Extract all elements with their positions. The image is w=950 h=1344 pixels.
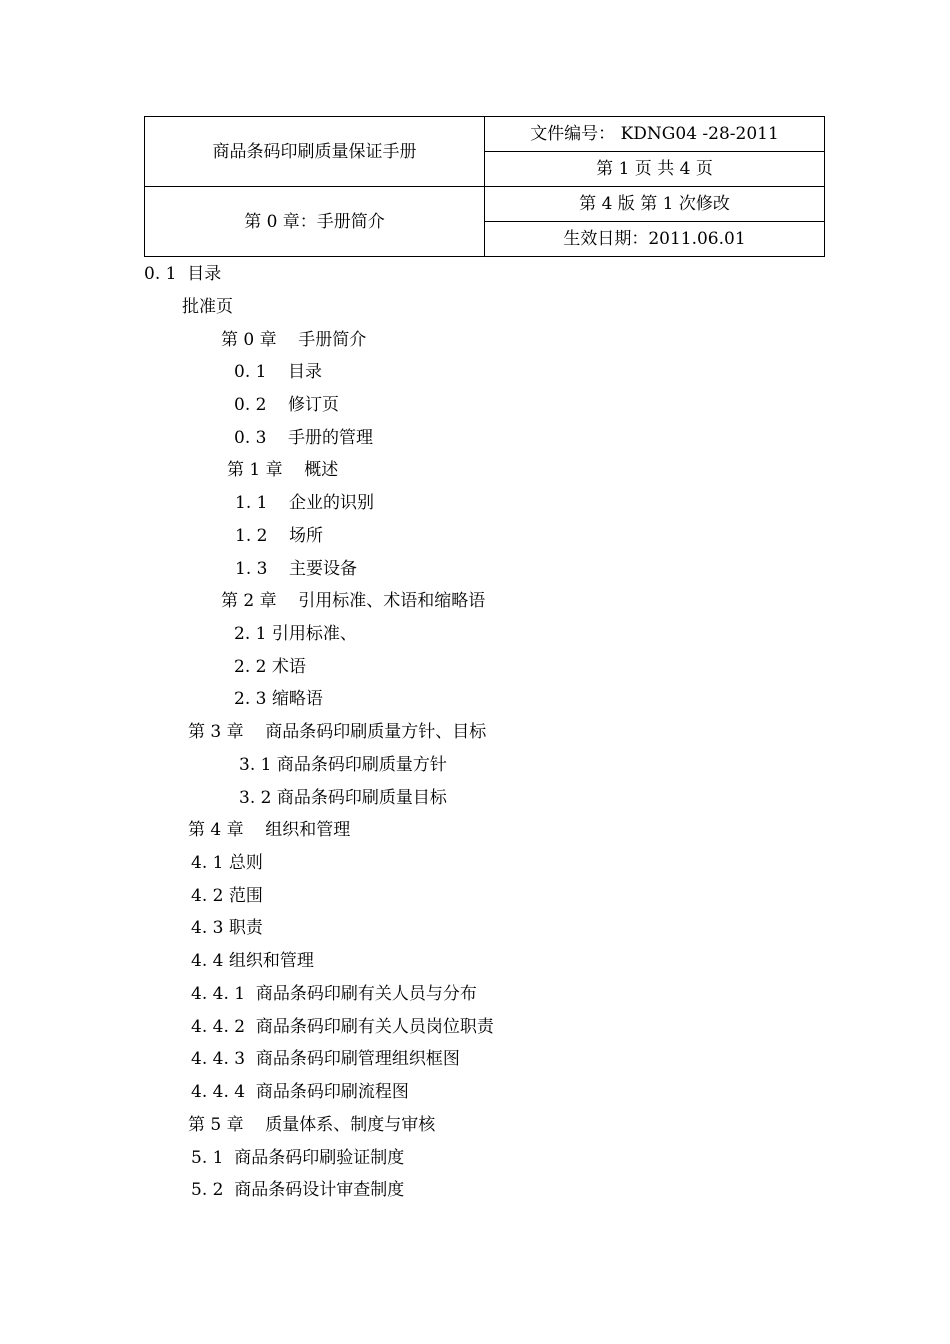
toc-item: 2. 3 缩略语 (234, 689, 323, 709)
toc-item: 5. 2 商品条码设计审查制度 (191, 1180, 405, 1200)
toc-item: 5. 1 商品条码印刷验证制度 (191, 1148, 405, 1168)
toc-item: 第 0 章 手册简介 (221, 330, 367, 350)
toc-item: 批准页 (182, 297, 233, 317)
toc-item: 1. 2 场所 (235, 526, 324, 546)
doc-number: 文件编号： KDNG04 -28-2011 (485, 117, 825, 152)
toc-item: 第 2 章 引用标准、术语和缩略语 (221, 591, 486, 611)
effective-date: 生效日期：2011.06.01 (485, 222, 825, 257)
toc-item: 4. 4 组织和管理 (191, 951, 314, 971)
toc-item: 1. 1 企业的识别 (235, 493, 375, 513)
toc-item: 4. 2 范围 (191, 886, 263, 906)
toc-item: 4. 4. 3 商品条码印刷管理组织框图 (191, 1049, 460, 1069)
toc-item: 0. 1 目录 (234, 362, 323, 382)
manual-title: 商品条码印刷质量保证手册 (145, 117, 485, 187)
chapter-title: 第 0 章：手册简介 (145, 187, 485, 257)
toc-item: 2. 1 引用标准、 (234, 624, 357, 644)
toc-item: 4. 4. 4 商品条码印刷流程图 (191, 1082, 409, 1102)
toc-item: 4. 4. 1 商品条码印刷有关人员与分布 (191, 984, 477, 1004)
toc-heading: 0. 1 目录 (144, 264, 222, 284)
toc-item: 第 3 章 商品条码印刷质量方针、目标 (188, 722, 487, 742)
toc-item: 4. 4. 2 商品条码印刷有关人员岗位职责 (191, 1017, 494, 1037)
toc-item: 第 1 章 概述 (227, 460, 339, 480)
toc-item: 1. 3 主要设备 (235, 559, 358, 579)
toc-item: 4. 3 职责 (191, 918, 263, 938)
document-header-table (144, 116, 825, 257)
page-info: 第 1 页 共 4 页 (485, 152, 825, 187)
toc-item: 2. 2 术语 (234, 657, 306, 677)
toc-item: 第 4 章 组织和管理 (188, 820, 351, 840)
toc-item: 第 5 章 质量体系、制度与审核 (188, 1115, 436, 1135)
toc-item: 0. 2 修订页 (234, 395, 340, 415)
edition-info: 第 4 版 第 1 次修改 (485, 187, 825, 222)
toc-item: 4. 1 总则 (191, 853, 263, 873)
toc-item: 3. 1 商品条码印刷质量方针 (239, 755, 447, 775)
toc-item: 0. 3 手册的管理 (234, 428, 374, 448)
toc-item: 3. 2 商品条码印刷质量目标 (239, 788, 447, 808)
